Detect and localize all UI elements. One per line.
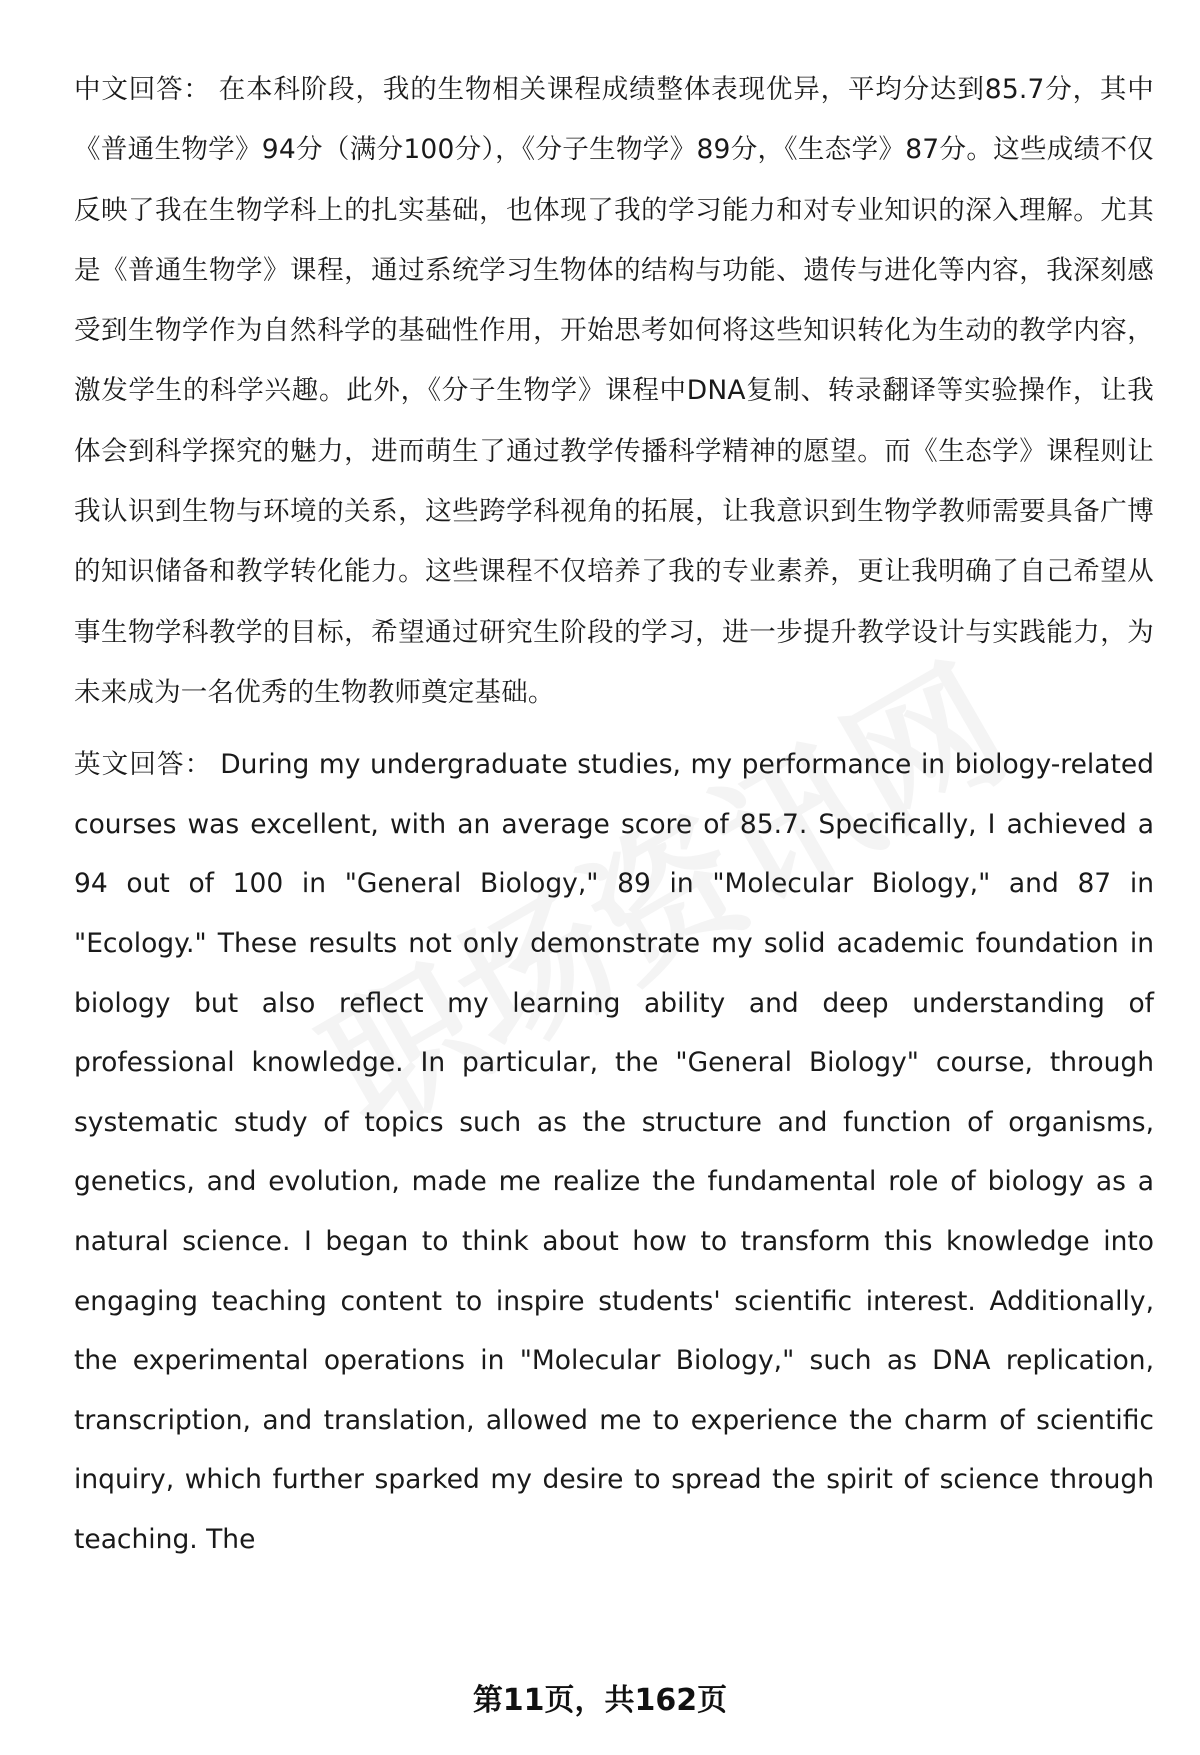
english-answer-paragraph	[74, 735, 1154, 1569]
english-answer-text: During my undergraduate studies, my performance in biology-related courses was excellent, with an average score of 85.7. Specifically, I achieved a 94 out of 100 in "General Biology," 89 in "Molecular Biology," and 87 in "Ecology." These results not only demonstrate my solid academic foundation in biology but also reflect my learning ability and deep understanding of professional knowledge. In particular, the "General Biology" course, through systematic study of topics such as the structure and function of organisms, genetics, and evolution, made me realize the fundamental role of biology as a natural science. I began to think about how to transform this knowledge into engaging teaching content to inspire students' scientific interest. Additionally, the experimental operations in "Molecular Biology," such as DNA replication, transcription, and translation, allowed me to experience the charm of scientific inquiry, which further sparked my desire to spread the spirit of science through teaching. The	[74, 749, 1154, 1555]
chinese-answer-text: 在本科阶段，我的生物相关课程成绩整体表现优异，平均分达到85.7分，其中《普通生物学》94分（满分100分），《分子生物学》89分，《生态学》87分。这些成绩不仅反映了我在生物学科上的扎实基础，也体现了我的学习能力和对专业知识的深入理解。尤其是《普通生物学》课程，通过系统学习生物体的结构与功能、遗传与进化等内容，我深刻感受到生物学作为自然科学的基础性作用，开始思考如何将这些知识转化为生动的教学内容，激发学生的科学兴趣。此外，《分子生物学》课程中DNA复制、转录翻译等实验操作，让我体会到科学探究的魅力，进而萌生了通过教学传播科学精神的愿望。而《生态学》课程则让我认识到生物与环境的关系，这些跨学科视角的拓展，让我意识到生物学教师需要具备广博的知识储备和教学转化能力。这些课程不仅培养了我的专业素养，更让我明确了自己希望从事生物学科教学的目标，希望通过研究生阶段的学习，进一步提升教学设计与实践能力，为未来成为一名优秀的生物教师奠定基础。	[74, 74, 1154, 708]
document-body	[74, 60, 1154, 1570]
page-number-footer: 第11页，共162页	[472, 1683, 728, 1718]
chinese-answer-label: 中文回答：	[74, 74, 211, 105]
english-answer-label: 英文回答：	[74, 749, 213, 781]
chinese-answer-paragraph	[74, 60, 1154, 723]
